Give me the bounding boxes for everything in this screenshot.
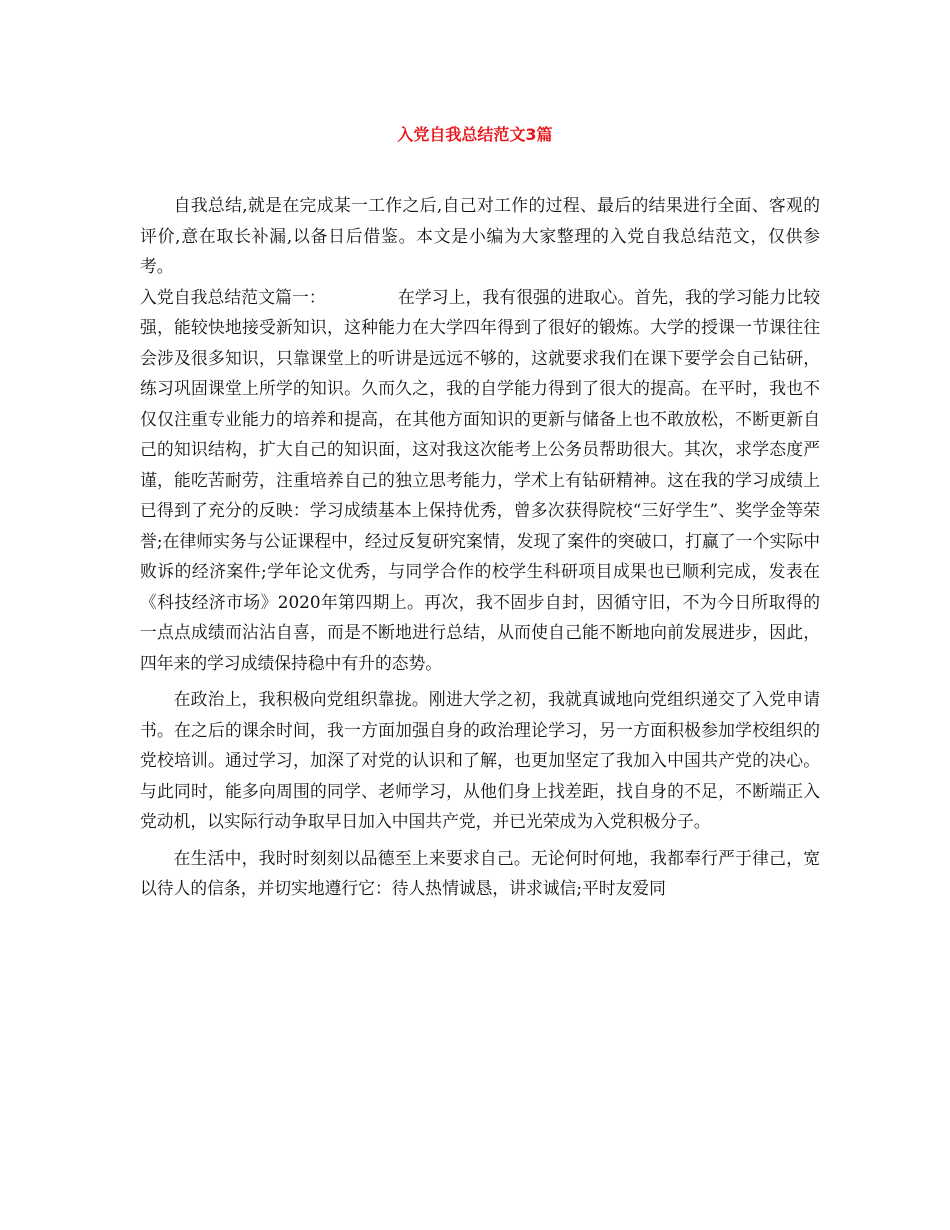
life-paragraph: 在生活中，我时时刻刻以品德至上来要求自己。无论何时何地，我都奉行严于律己，宽以待人的信条，并切实地遵行它：待人热情诚恳，讲求诚信;平时友爱同	[140, 847, 820, 898]
document-body	[140, 190, 820, 904]
politics-paragraph: 在政治上，我积极向党组织靠拢。刚进大学之初，我就真诚地向党组织递交了入党申请书。在之后的课余时间，我一方面加强自身的政治理论学习，另一方面积极参加学校组织的党校培训。通过学习，加深了对党的认识和了解，也更加坚定了我加入中国共产党的决心。与此同时，能多向周围的同学、老师学习，从他们身上找差距，找自身的不足，不断端正入党动机，以实际行动争取早日加入中国共产党，并已光荣成为入党积极分子。	[140, 689, 820, 831]
study-paragraph: 在学习上，我有很强的进取心。首先，我的学习能力比较强，能较快地接受新知识，这种能力在大学四年得到了很好的锻炼。大学的授课一节课往往会涉及很多知识，只靠课堂上的听讲是远远不够的，这就要求我们在课下要学会自己钻研，练习巩固课堂上所学的知识。久而久之，我的自学能力得到了很大的提高。在平时，我也不仅仅注重专业能力的培养和提高，在其他方面知识的更新与储备上也不敢放松，不断更新自己的知识结构，扩大自己的知识面，这对我这次能考上公务员帮助很大。其次，求学态度严谨，能吃苦耐劳，注重培养自己的独立思考能力，学术上有钻研精神。这在我的学习成绩上已得到了充分的反映：学习成绩基本上保持优秀，曾多次获得院校“三好学生”、奖学金等荣誉;在律师实务与公证课程中，经过反复研究案情，发现了案件的突破口，打赢了一个实际中败诉的经济案件;学年论文优秀，与同学合作的校学生科研项目成果也已顺利完成，发表在《科技经济市场》2020年第四期上。再次，我不固步自封，因循守旧，不为今日所取得的一点点成绩而沾沾自喜，而是不断地进行总结，从而使自己能不断地向前发展进步，因此，四年来的学习成绩保持稳中有升的态势。	[140, 286, 820, 673]
document-title: 入党自我总结范文3篇	[397, 125, 553, 144]
intro-paragraph: 自我总结,就是在完成某一工作之后,自己对工作的过程、最后的结果进行全面、客观的评价,意在取长补漏,以备日后借鉴。本文是小编为大家整理的入党自我总结范文，仅供参考。	[140, 195, 820, 276]
section-one-paragraph	[140, 282, 820, 679]
section-heading: 入党自我总结范文篇一：	[140, 286, 326, 307]
